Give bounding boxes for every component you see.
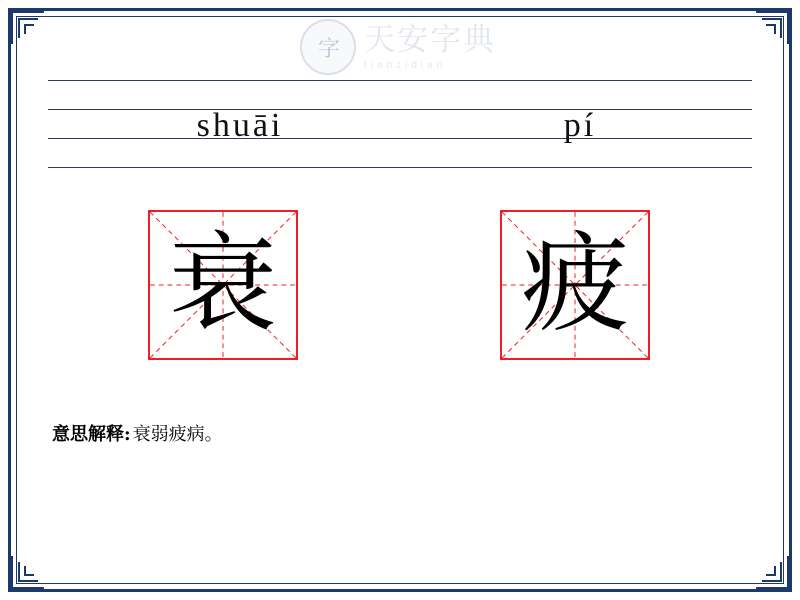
corner-ornament-bottom-left (10, 556, 44, 590)
pinyin-1: shuāi (196, 107, 284, 144)
meaning-label: 意思解释: (52, 424, 131, 445)
corner-ornament-top-right (756, 10, 790, 44)
logo-title: 天安字典 (364, 21, 496, 57)
character-grid-box-2 (500, 210, 650, 360)
staff-line-4 (48, 167, 752, 168)
meaning-text: 衰弱疲病。 (132, 424, 223, 445)
logo-subtitle: tianzidian (364, 59, 447, 71)
corner-ornament-top-left (10, 10, 44, 44)
staff-line-1 (48, 80, 752, 81)
character-grid-box-1 (148, 210, 298, 360)
character-1: 衰 (168, 222, 277, 347)
seal-icon (300, 19, 356, 75)
meaning-line (52, 420, 752, 446)
seal-icon-glyph: 字 (317, 35, 338, 61)
logo-text-block (364, 21, 496, 71)
character-2: 疲 (520, 222, 629, 347)
site-logo (300, 16, 510, 78)
corner-ornament-bottom-right (756, 556, 790, 590)
pinyin-2: pí (563, 107, 597, 144)
